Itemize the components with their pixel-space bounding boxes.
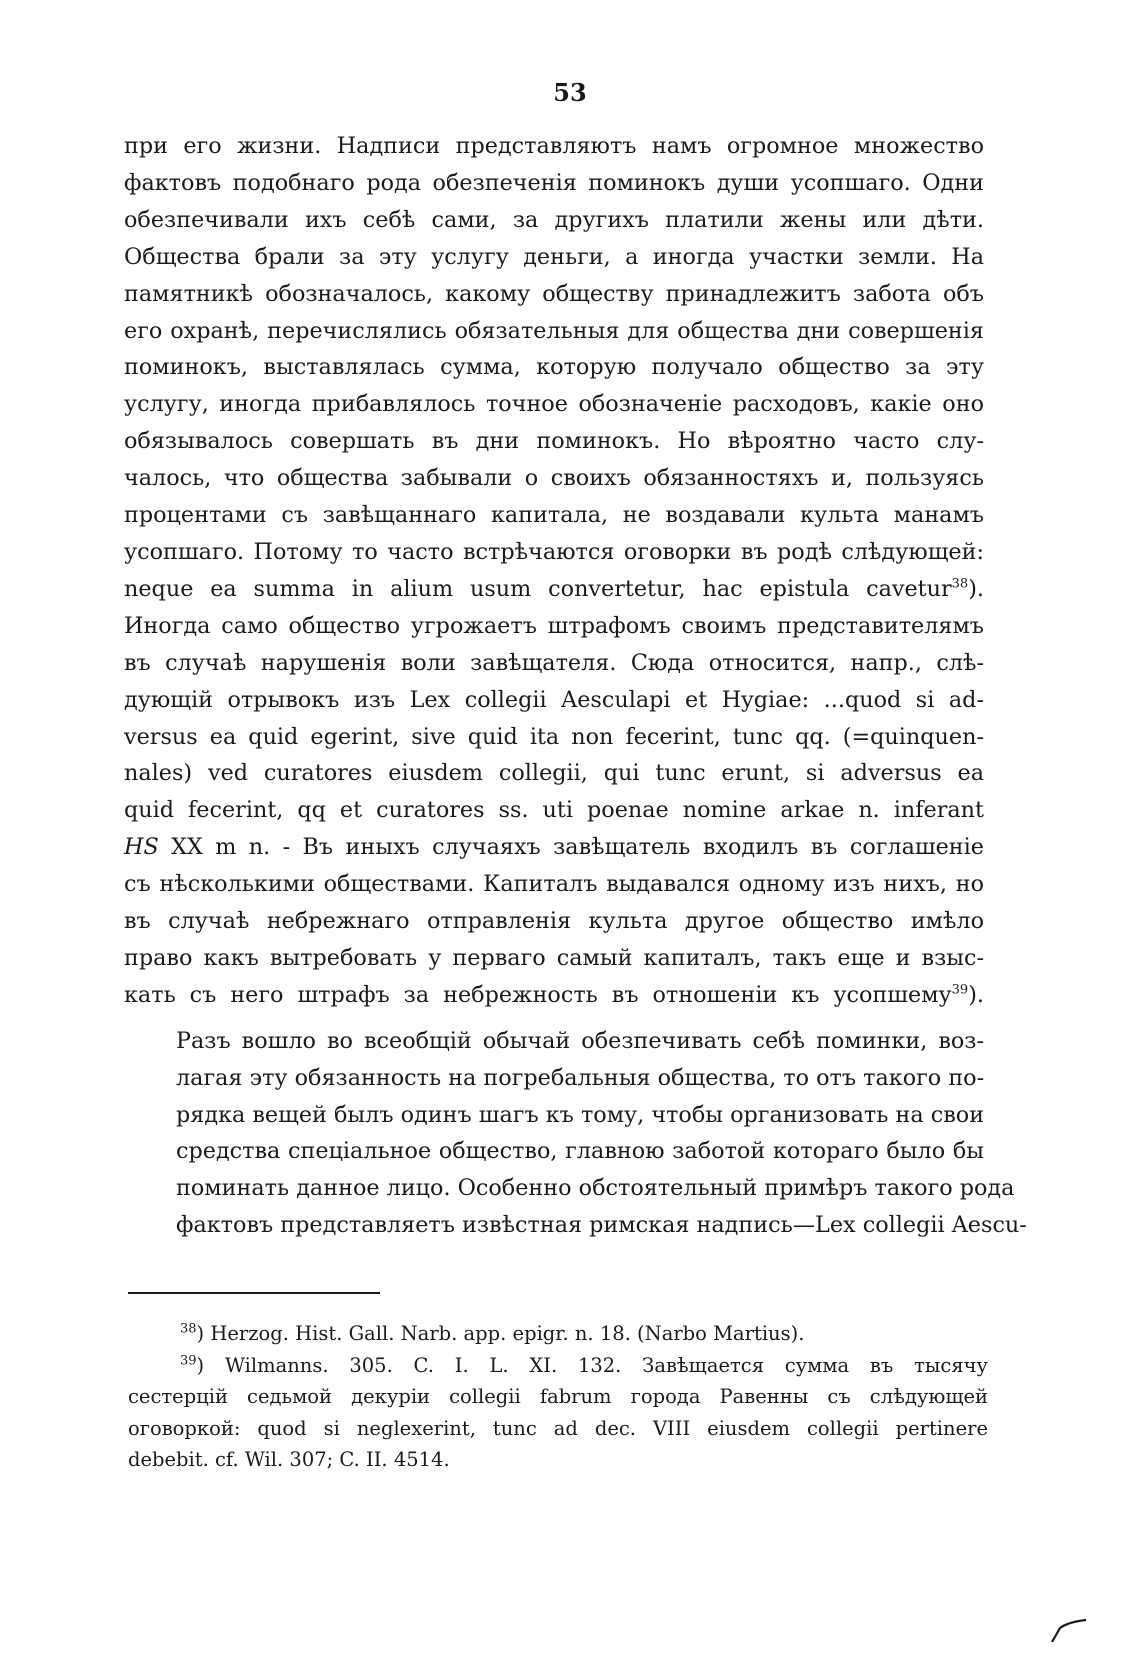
footnote-39 [128,1350,988,1476]
text-line: лагая эту обязанность на погребальныя общества, то отъ такого по- [176,1064,985,1091]
italic-prefix: HS [124,834,159,861]
text-line: обезпечивали ихъ себѣ сами, за другихъ платили жены или дѣти. [124,206,984,233]
text-line: средства спеціальное общество, главною заботой котораго было бы [176,1138,984,1165]
footnote-line: сестерцій седьмой декуріи collegii fabrum города Равенны съ слѣдующей [128,1385,988,1408]
text-line: при его жизни. Надписи представляютъ намъ огромное множество [124,133,984,159]
corner-mark-icon [1050,1618,1090,1644]
footnote-line [180,1318,988,1350]
text-line: чалось, что общества забывали о своихъ обязанностяхъ и, пользуясь [124,465,984,492]
text-line: право какъ вытребовать у перваго самый капиталъ, такъ еще и взыс- [124,944,984,971]
text-line: поминать данное лицо. Особенно обстоятельный примѣръ такого рода [176,1175,1015,1202]
text-line: въ случаѣ небрежнаго отправленія культа другое общество имѣло [124,908,984,935]
text-line-tail: ). [968,981,984,1008]
text-line: поминокъ, выставлялась сумма, которую получало общество за эту [124,354,984,381]
text-line-content: neque ea summa in alium usum convertetur, hac epistula cavetur [124,575,952,602]
text-line: фактовъ представляетъ извѣстная римская надпись—Lex collegii Aescu- [176,1212,1027,1239]
text-line: обязывалось совершать въ дни поминокъ. Но вѣроятно часто слу- [124,428,984,455]
main-text [124,128,1027,1244]
footnotes [128,1318,988,1476]
text-line-tail: ). [968,575,984,602]
text-line: quid fecerint, qq et curatores ss. uti poenae nomine arkae n. inferant [124,797,984,824]
text-line: Иногда само общество угрожаетъ штрафомъ своимъ представителямъ [124,612,984,639]
text-line: его охранѣ, перечислялись обязательныя для общества дни совершенія [124,317,984,344]
footnote-ref-38: 38 [951,576,969,592]
page-number: 53 [553,78,587,107]
text-line: услугу, иногда прибавлялось точное обозначеніе расходовъ, какіе оно [124,391,984,418]
text-line-with-footnote-ref [124,571,984,608]
footnote-38 [128,1318,988,1350]
footnote-separator [128,1292,380,1294]
text-line: Разъ вошло во всеобщій обычай обезпечивать себѣ поминки, воз- [176,1027,984,1054]
footnote-line: debebit. cf. Wil. 307; C. II. 4514. [128,1448,450,1471]
text-line: рядка вещей былъ одинъ шагъ къ тому, чтобы организовать на свои [176,1101,985,1128]
text-line: дующій отрывокъ изъ Lex collegii Aesculapi et Hygiae: ...quod si ad- [124,686,984,713]
text-line-with-footnote-ref [124,977,984,1014]
footnote-number: 38 [180,1321,197,1337]
text-line-content: XX m n. - Въ иныхъ случаяхъ завѣщатель входилъ въ соглашеніе [171,834,984,861]
text-line: фактовъ подобнаго рода обезпеченія поминокъ души усопшаго. Одни [124,169,984,196]
text-line: процентами съ завѣщаннаго капитала, не воздавали культа манамъ [124,502,984,529]
text-line: nales) ved curatores eiusdem collegii, qui tunc erunt, si adversus ea [124,760,984,787]
text-line: памятникѣ обозначалось, какому обществу принадлежитъ забота объ [124,280,984,307]
text-line-with-italic-prefix [124,829,984,866]
footnote-number: 39 [180,1353,197,1368]
text-line: усопшаго. Потому то часто встрѣчаются оговорки въ родѣ слѣдующей: [124,538,984,565]
footnote-ref-39: 39 [951,982,969,998]
text-line: съ нѣсколькими обществами. Капиталъ выдавался одному изъ нихъ, но [124,871,984,898]
text-line: versus ea quid egerint, sive quid ita non fecerint, tunc qq. (=quinquen- [124,723,984,750]
footnote-text: ) Wilmanns. 305. C. I. L. XI. 132. Завѣщается сумма въ тысячу [196,1353,988,1377]
text-line: Общества брали за эту услугу деньги, а иногда участки земли. На [124,243,984,270]
paragraph-2 [124,1023,1027,1244]
paragraph-1 [124,128,984,1014]
text-line: въ случаѣ нарушенія воли завѣщателя. Сюда относится, напр., слѣ- [124,649,984,676]
footnote-text: ) Herzog. Hist. Gall. Narb. app. epigr. n. 18. (Narbo Martius). [196,1322,805,1345]
footnote-line [128,1350,988,1382]
footnote-line: оговоркой: quod si neglexerint, tunc ad dec. VIII eiusdem collegii pertinere [128,1416,988,1440]
text-line-content: кать съ него штрафъ за небрежность въ отношеніи къ усопшему [124,981,952,1008]
